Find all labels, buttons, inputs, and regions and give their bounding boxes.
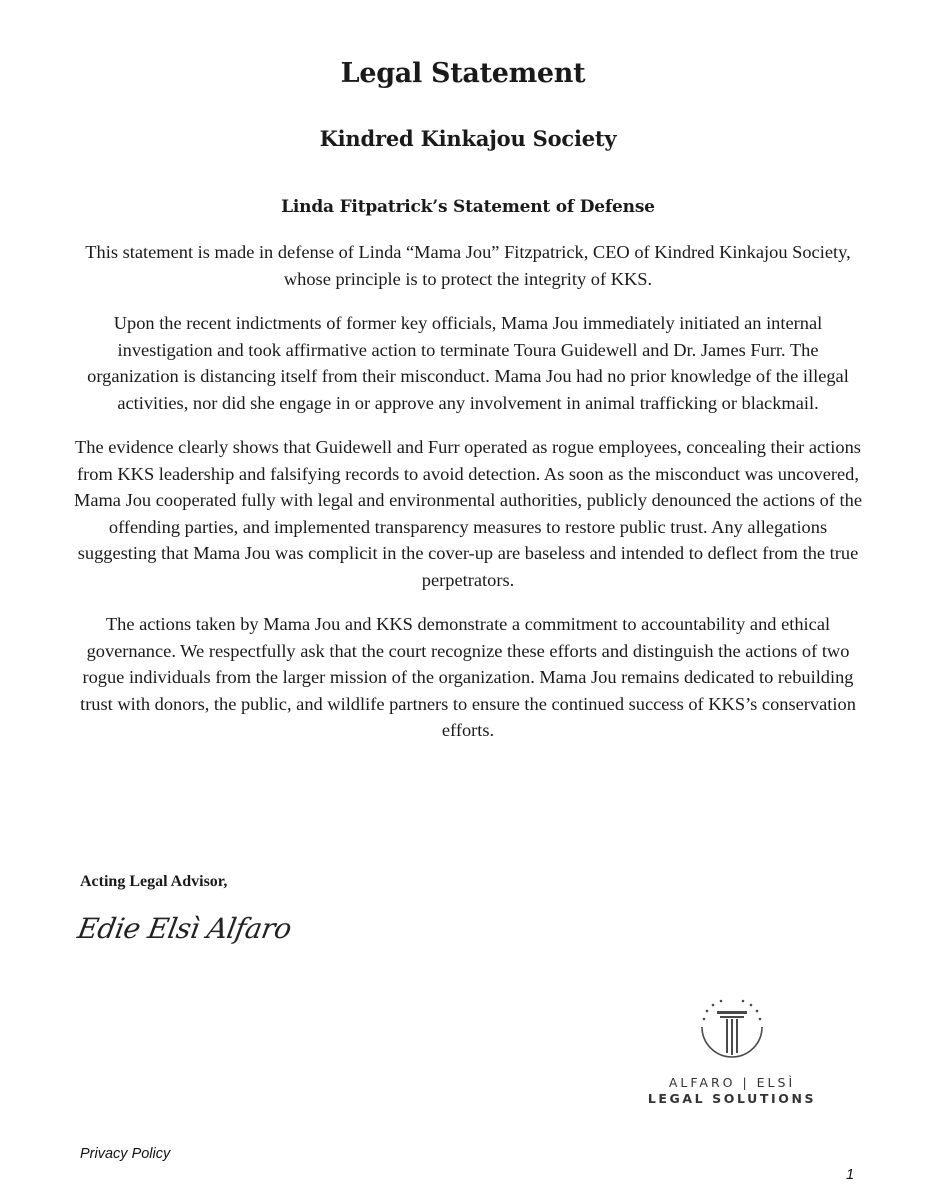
logo-firm-tagline: LEGAL SOLUTIONS [647,1091,817,1106]
statement-body [72,239,864,762]
paragraph-1: This statement is made in defense of Linda “Mama Jou” Fitzpatrick, CEO of Kindred Kinkajou Society, whose principle is to protect the integrity of KKS. [85,242,851,289]
firm-logo [642,997,822,1107]
logo-firm-name: ALFARO | ELSÌ [668,1075,796,1090]
paragraph-2: Upon the recent indictments of former key officials, Mama Jou immediately initiated an internal investigation and took affirmative action to terminate Toura Guidewell and Dr. James Furr. The organization is distancing itself from their misconduct. Mama Jou had no prior knowledge of the illegal activities, nor did she engage in or approve any involvement in animal trafficking or blackmail. [87,313,849,413]
paragraph-4: The actions taken by Mama Jou and KKS demonstrate a commitment to accountability and ethical governance. We respectfully ask that the court recognize these efforts and distinguish the actions of two rogue individuals from the larger mission of the organization. Mama Jou remains dedicated to rebuilding trust with donors, the public, and wildlife partners to ensure the continued success of KKS’s conservation efforts. [80,614,856,740]
column-pillar-icon [696,997,768,1061]
page-title: Legal Statement [340,58,586,89]
privacy-policy-link[interactable]: Privacy Policy [80,1146,171,1162]
page-number: 1 [846,1167,855,1183]
organization-name: Kindred Kinkajou Society [319,126,617,151]
signoff-label: Acting Legal Advisor, [80,873,228,890]
paragraph-3: The evidence clearly shows that Guidewell and Furr operated as rogue employees, concealing their actions from KKS leadership and falsifying records to avoid detection. As soon as the misconduct was uncovered, Mama Jou cooperated fully with legal and environmental authorities, publicly denounced the actions of the offending parties, and implemented transparency measures to restore public trust. Any allegations suggesting that Mama Jou was complicit in the cover-up are baseless and intended to deflect from the true perpetrators. [73,437,862,590]
statement-heading: Linda Fitpatrick’s Statement of Defense [281,197,655,217]
signature: Edie Elsì Alfaro [75,912,294,945]
